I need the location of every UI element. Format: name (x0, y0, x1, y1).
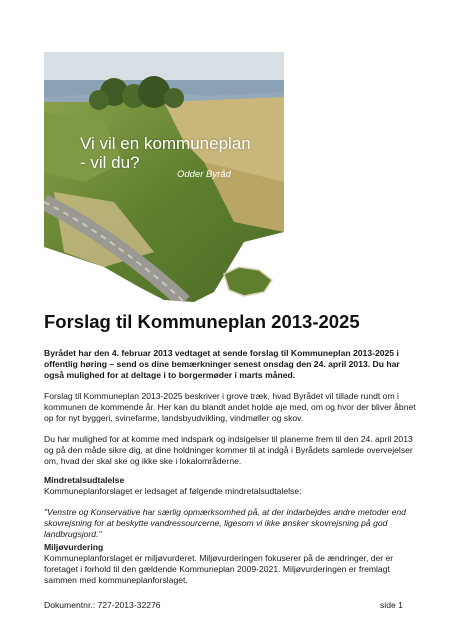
page-title: Forslag til Kommuneplan 2013-2025 (44, 311, 360, 332)
cover-subtitle: Odder Byråd (177, 169, 231, 180)
page-number: side 1 (380, 600, 403, 610)
cover-title-line2: - vil du? (80, 153, 140, 172)
intro-paragraph: Byrådet har den 4. februar 2013 vedtaget at sende forslag til Kommuneplan 2013-2025 i offentlig høring – send os dine bemærkninger senest onsdag den 24. april 2013. Du har også mulighed for at deltage i to borgermøder i marts måned. (44, 348, 400, 381)
municipality-map-image (44, 52, 284, 302)
minority-quote: "Venstre og Konservative har særlig opmærksomhed på, at der indarbejdes andre metoder end skovrejsning for at beskytte vandressourcerne, ligesom vi ikke ønsker skovrejsning på god landbrugsjord." (44, 507, 406, 540)
section-heading-mindretalsudtalelse: Mindretalsudtalelse (44, 475, 125, 485)
paragraph-2: Du har mulighed for at komme med indspark og indsigelser til planerne frem til den 24. april 2013 og på den måde sikre dig, at dine holdninger kommer til at indgå i Byrådets samlede overvejelser om, hvad der skal ske og ikke ske i lokalområderne. (44, 434, 413, 467)
cover-title (80, 134, 251, 172)
section-heading-miljoevurdering: Miljøvurdering (44, 542, 104, 552)
section-text-mindretalsudtalelse: Kommuneplanforslaget er ledsaget af følgende mindretalsudtalelse: (44, 486, 302, 496)
cover-image (44, 52, 284, 302)
cover-title-line1: Vi vil en kommuneplan (80, 134, 251, 153)
document-number: Dokumentnr.: 727-2013-32276 (44, 600, 161, 610)
paragraph-1: Forslag til Kommuneplan 2013-2025 beskriver i grove træk, hvad Byrådet vil tillade rundt om i kommunen de kommende år. Her kan du blandt andet holde øje med, om og hvor der bliver åbnet op for nyt byggeri, svinefarme, landsbyudvikling, vindmøller og skov. (44, 391, 416, 424)
section-text-miljoevurdering: Kommuneplanforslaget er miljøvurderet. Miljøvurderingen fokuserer på de ændringer, der er foretaget i forhold til den gældende Kommuneplan 2009-2021. Miljøvurderingen er fremlagt sammen med kommuneplanforslaget. (44, 553, 394, 586)
